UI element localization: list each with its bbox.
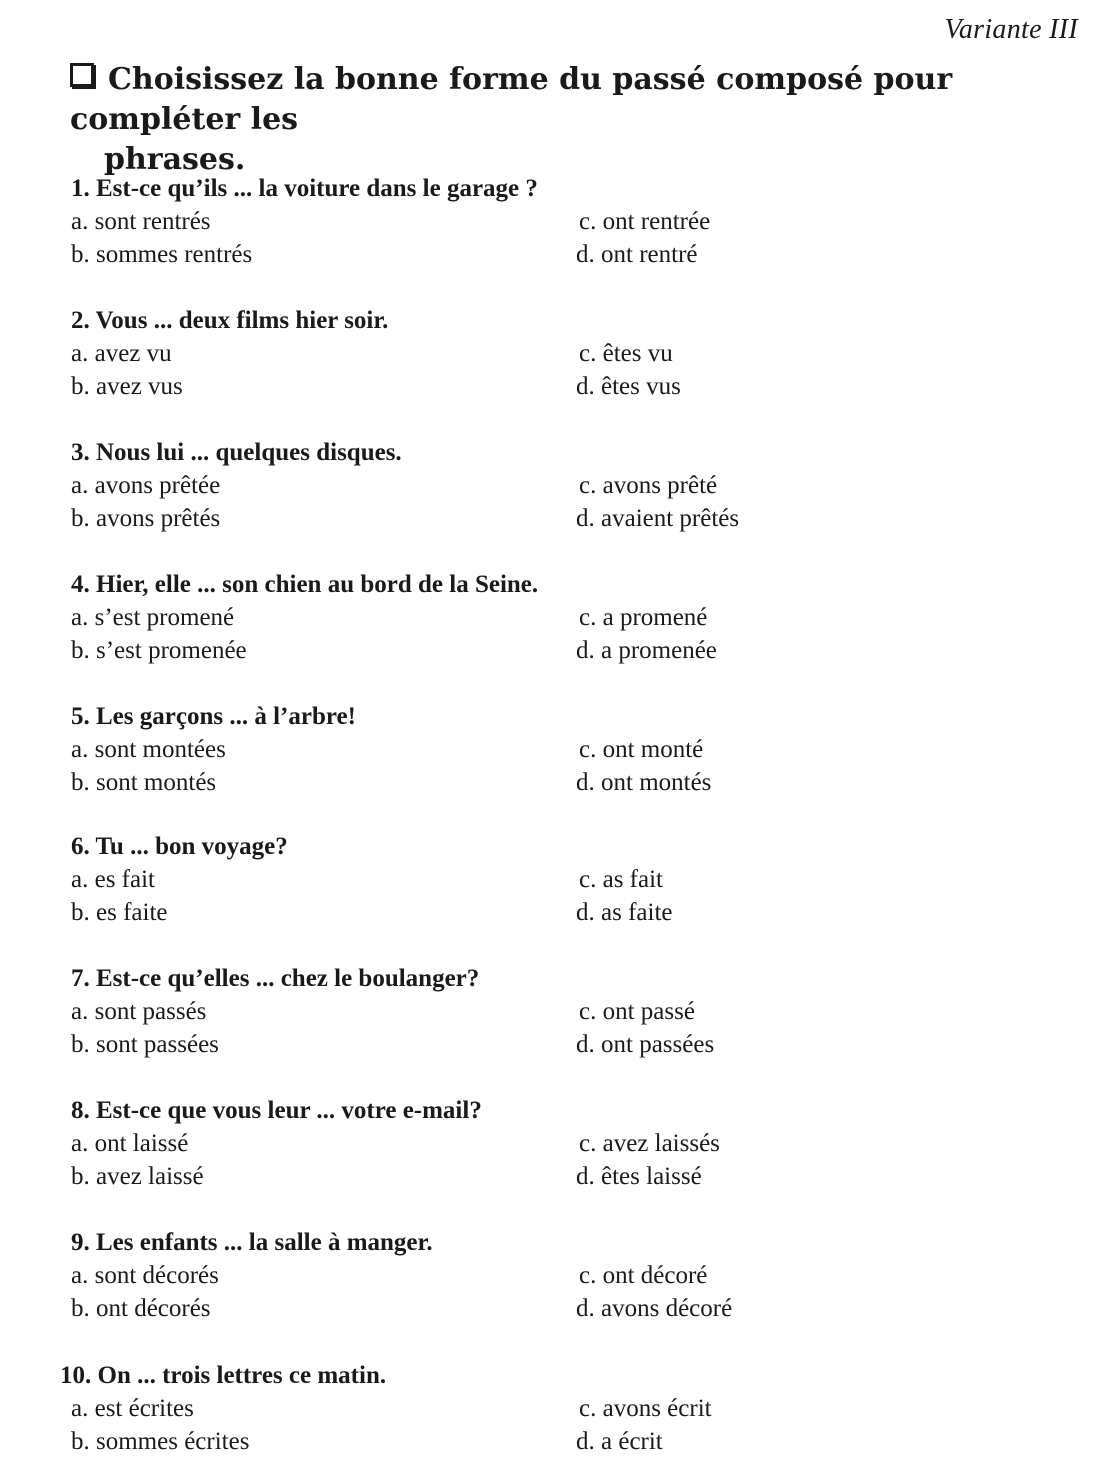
option-b: b. ont décorés [71, 1295, 211, 1322]
option-c: c. avons écrit [579, 1395, 712, 1422]
question-4 [0, 570, 1110, 680]
question-10 [0, 1361, 1110, 1471]
question-2 [0, 306, 1110, 416]
question-6 [0, 832, 1110, 942]
question-1 [0, 174, 1110, 284]
option-a: a. sont rentrés [71, 208, 211, 235]
option-b: b. sommes rentrés [71, 241, 253, 268]
question-text: 8. Est-ce que vous leur ... votre e-mail? [71, 1097, 482, 1124]
question-text: 7. Est-ce qu’elles ... chez le boulanger? [71, 965, 480, 992]
option-d: d. avaient prêtés [576, 505, 740, 532]
instruction-line-1: Choisissez la bonne forme du passé composé pour compléter les [70, 62, 953, 137]
question-text: 9. Les enfants ... la salle à manger. [71, 1229, 433, 1256]
option-b: b. sont passées [71, 1031, 219, 1058]
option-c: c. êtes vu [579, 340, 673, 367]
option-a: a. ont laissé [71, 1130, 189, 1157]
option-c: c. ont décoré [579, 1262, 708, 1289]
question-3 [0, 438, 1110, 548]
option-c: c. ont rentrée [579, 208, 711, 235]
option-a: a. sont décorés [71, 1262, 219, 1289]
question-text: 4. Hier, elle ... son chien au bord de la Seine. [71, 571, 539, 598]
question-text: 3. Nous lui ... quelques disques. [71, 439, 402, 466]
option-a: a. es fait [71, 866, 155, 893]
option-a: a. avons prêtée [71, 472, 221, 499]
option-a: a. sont montées [71, 736, 226, 763]
option-a: a. avez vu [71, 340, 172, 367]
option-a: a. s’est promené [71, 604, 235, 631]
question-text: 6. Tu ... bon voyage? [71, 833, 288, 860]
option-c: c. avons prêté [579, 472, 718, 499]
option-c: c. ont passé [579, 998, 695, 1025]
option-d: d. êtes vus [576, 373, 681, 400]
option-a: a. est écrites [71, 1395, 194, 1422]
option-b: b. es faite [71, 899, 168, 926]
option-d: d. as faite [576, 899, 673, 926]
option-b: b. avez vus [71, 373, 183, 400]
question-7 [0, 964, 1110, 1074]
option-d: d. a écrit [576, 1428, 663, 1455]
question-8 [0, 1096, 1110, 1206]
question-5 [0, 702, 1110, 812]
option-b: b. avez laissé [71, 1163, 204, 1190]
instruction-heading [70, 60, 1080, 180]
option-d: d. avons décoré [576, 1295, 733, 1322]
option-d: d. a promenée [576, 637, 717, 664]
option-c: c. as fait [579, 866, 663, 893]
question-text: 10. On ... trois lettres ce matin. [60, 1362, 387, 1389]
option-b: b. avons prêtés [71, 505, 221, 532]
question-text: 1. Est-ce qu’ils ... la voiture dans le garage ? [71, 175, 538, 202]
question-text: 2. Vous ... deux films hier soir. [71, 307, 389, 334]
option-b: b. sommes écrites [71, 1428, 250, 1455]
option-b: b. s’est promenée [71, 637, 247, 664]
option-d: d. ont montés [576, 769, 712, 796]
variant-label: Variante III [944, 14, 1078, 45]
option-a: a. sont passés [71, 998, 207, 1025]
option-c: c. ont monté [579, 736, 704, 763]
question-text: 5. Les garçons ... à l’arbre! [71, 703, 356, 730]
option-c: c. a promené [579, 604, 708, 631]
option-d: d. êtes laissé [576, 1163, 702, 1190]
option-d: d. ont passées [576, 1031, 715, 1058]
question-9 [0, 1228, 1110, 1338]
checkbox-square-icon [70, 63, 94, 87]
instruction-line-2: phrases. [104, 142, 246, 177]
option-d: d. ont rentré [576, 241, 698, 268]
option-b: b. sont montés [71, 769, 217, 796]
option-c: c. avez laissés [579, 1130, 720, 1157]
